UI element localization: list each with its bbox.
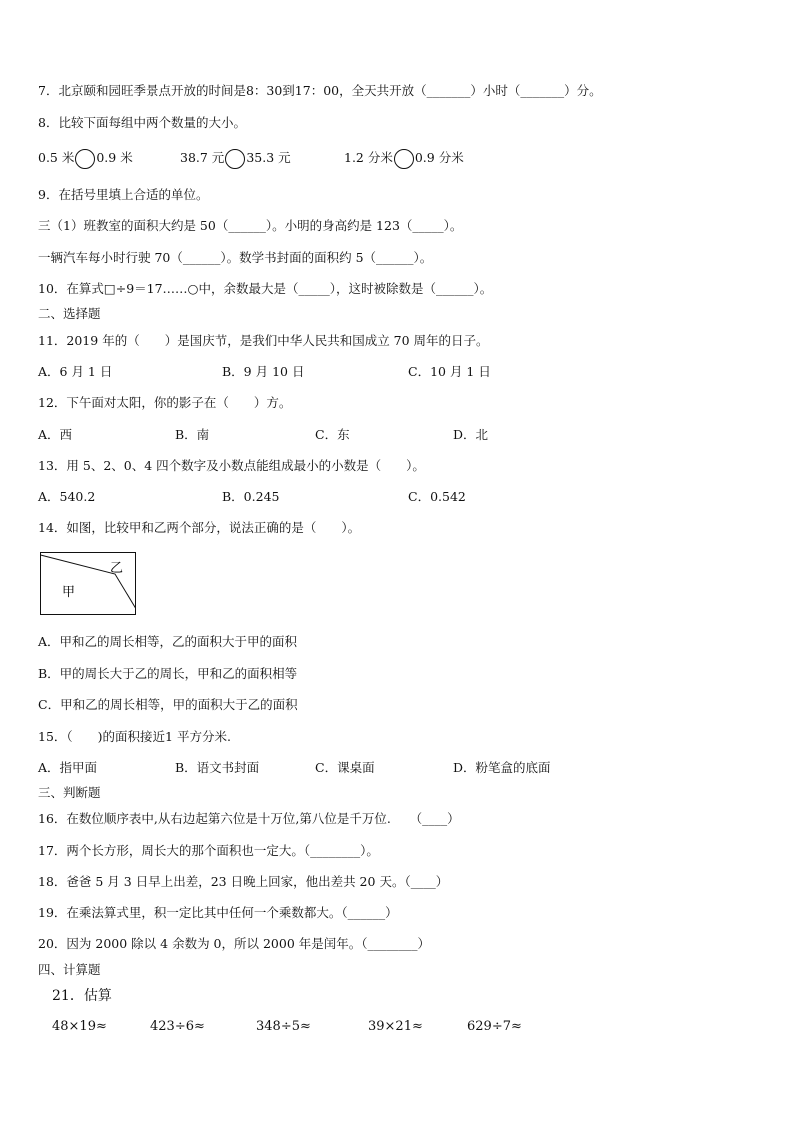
- question-12: 12．下午面对太阳，你的影子在（ ）方。: [38, 395, 292, 410]
- compare-circle[interactable]: [225, 149, 245, 169]
- question-20: 20．因为 2000 除以 4 余数为 0，所以 2000 年是闰年。（________）: [38, 936, 430, 951]
- compare-circle[interactable]: [75, 149, 95, 169]
- compare-left: 0.5 米: [38, 150, 75, 165]
- question-13: 13．用 5、2、0、4 四个数字及小数点能组成最小的小数是（ ）。: [38, 458, 425, 473]
- compare-right: 35.3 元: [246, 150, 291, 165]
- section-choice-heading: 二、选择题: [38, 306, 101, 321]
- question-16: 16．在数位顺序表中,从右边起第六位是十万位,第八位是千万位. （____）: [38, 811, 460, 826]
- compare-item-1: [38, 148, 133, 169]
- q15-option-d[interactable]: D．粉笔盒的底面: [453, 760, 551, 775]
- question-15: 15．（ )的面积接近1 平方分米.: [38, 729, 231, 744]
- q11-option-a[interactable]: A．6 月 1 日: [38, 364, 113, 379]
- figure-rectangle-split: [40, 552, 136, 615]
- compare-right: 0.9 分米: [414, 150, 464, 165]
- question-9-line-1: 三（1）班教室的面积大约是 50（______）。小明的身高约是 123（_____）。: [38, 218, 463, 233]
- question-14: 14．如图，比较甲和乙两个部分，说法正确的是（ ）。: [38, 520, 361, 535]
- estimate-item-1: 48×19≈: [52, 1019, 107, 1034]
- q12-option-b[interactable]: B．南: [175, 427, 210, 442]
- compare-left: 1.2 分米: [344, 150, 393, 165]
- q14-option-c[interactable]: C．甲和乙的周长相等，甲的面积大于乙的面积: [38, 697, 298, 712]
- estimate-item-4: 39×21≈: [368, 1019, 423, 1034]
- q14-option-b[interactable]: B．甲的周长大于乙的周长，甲和乙的面积相等: [38, 666, 298, 681]
- section-calc-heading: 四、计算题: [38, 962, 101, 977]
- q11-option-c[interactable]: C．10 月 1 日: [408, 364, 491, 379]
- q15-option-b[interactable]: B．语文书封面: [175, 760, 260, 775]
- question-7: 7．北京颐和园旺季景点开放的时间是8：30到17：00，全天共开放（_______）小时（_______）分。: [38, 83, 602, 98]
- q13-option-c[interactable]: C．0.542: [408, 489, 466, 504]
- question-18: 18．爸爸 5 月 3 日早上出差，23 日晚上回家，他出差共 20 天。（____）: [38, 874, 449, 889]
- question-9: 9．在括号里填上合适的单位。: [38, 187, 209, 202]
- q14-option-a[interactable]: A．甲和乙的周长相等，乙的面积大于甲的面积: [38, 634, 298, 649]
- q12-option-d[interactable]: D．北: [453, 427, 489, 442]
- figure-label-b: 乙: [110, 561, 124, 576]
- question-21: 21．估算: [52, 988, 112, 1004]
- q11-option-b[interactable]: B．9 月 10 日: [222, 364, 305, 379]
- compare-circle[interactable]: [394, 149, 414, 169]
- question-10: 10．在算式□÷9＝17……○中，余数最大是（_____），这时被除数是（______）。: [38, 281, 493, 296]
- question-17: 17．两个长方形，周长大的那个面积也一定大。（________）。: [38, 843, 379, 858]
- estimate-item-3: 348÷5≈: [256, 1019, 311, 1034]
- compare-item-3: [344, 148, 464, 169]
- q13-option-b[interactable]: B．0.245: [222, 489, 280, 504]
- compare-item-2: [180, 148, 291, 169]
- q13-option-a[interactable]: A．540.2: [38, 489, 96, 504]
- q15-option-c[interactable]: C．课桌面: [315, 760, 375, 775]
- estimate-item-5: 629÷7≈: [467, 1019, 522, 1034]
- q12-option-a[interactable]: A．西: [38, 427, 73, 442]
- question-8: 8．比较下面每组中两个数量的大小。: [38, 115, 246, 130]
- section-judge-heading: 三、判断题: [38, 785, 101, 800]
- figure-label-a: 甲: [62, 585, 76, 600]
- question-9-line-2: 一辆汽车每小时行驶 70（______）。数学书封面的面积约 5（______）。: [38, 250, 433, 265]
- compare-left: 38.7 元: [180, 150, 225, 165]
- question-11: 11．2019 年的（ ）是国庆节，是我们中华人民共和国成立 70 周年的日子。: [38, 333, 489, 348]
- compare-right: 0.9 米: [96, 150, 133, 165]
- q12-option-c[interactable]: C．东: [315, 427, 350, 442]
- q15-option-a[interactable]: A．指甲面: [38, 760, 98, 775]
- question-19: 19．在乘法算式里，积一定比其中任何一个乘数都大。（______）: [38, 905, 398, 920]
- estimate-item-2: 423÷6≈: [150, 1019, 205, 1034]
